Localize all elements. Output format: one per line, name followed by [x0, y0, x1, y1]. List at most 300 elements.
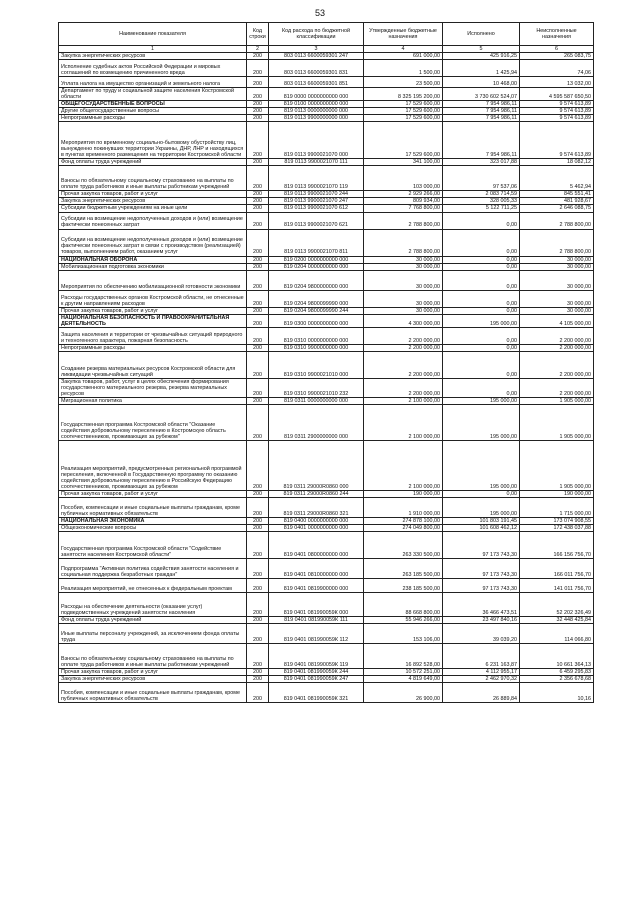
cell-name: Миграционная политика [59, 397, 247, 404]
table-row [59, 669, 594, 676]
cell-name: ОБЩЕГОСУДАРСТВЕННЫЕ ВОПРОСЫ [59, 101, 247, 108]
cell-budget-code: 819 0200 0000000000 000 [269, 256, 364, 263]
cell-approved: 8 325 195 200,00 [364, 88, 443, 101]
cell-budget-code: 819 0401 0819900000 000 [269, 579, 364, 593]
cell-budget-code: 819 0401 081990059К 111 [269, 617, 364, 624]
cell-line-code: 200 [247, 617, 269, 624]
table-row [59, 263, 594, 270]
cell-approved: 2 929 266,00 [364, 191, 443, 198]
cell-unexecuted: 10 661 364,13 [520, 644, 594, 669]
cell-line-code: 200 [247, 229, 269, 256]
cell-line-code: 200 [247, 351, 269, 378]
table-row [59, 378, 594, 397]
cell-budget-code: 819 0113 9900021070 119 [269, 166, 364, 191]
cell-budget-code: 819 0401 0810000000 000 [269, 559, 364, 579]
cell-name: Мероприятия по временному социально-бытовому обустройству лиц, вынужденно покинувших территории Украины, ДНР, ЛНР и находящихся в пунктах временного размещения на территории Костромской области [59, 122, 247, 159]
column-index: 2 [247, 46, 269, 53]
cell-budget-code: 803 0113 6600059301 247 [269, 53, 364, 60]
cell-executed: 0,00 [443, 307, 520, 314]
column-index: 5 [443, 46, 520, 53]
cell-executed: 0,00 [443, 263, 520, 270]
cell-executed: 0,00 [443, 290, 520, 307]
table-row [59, 644, 594, 669]
cell-executed: 1 425,94 [443, 60, 520, 77]
cell-line-code: 200 [247, 378, 269, 397]
column-index: 6 [520, 46, 594, 53]
cell-unexecuted: 5 462,94 [520, 166, 594, 191]
cell-line-code: 200 [247, 88, 269, 101]
cell-approved: 2 100 000,00 [364, 404, 443, 440]
cell-approved: 274 878 100,00 [364, 518, 443, 525]
table-row [59, 108, 594, 115]
cell-unexecuted: 2 356 678,68 [520, 676, 594, 683]
cell-budget-code: 819 0311 29000R0860 321 [269, 498, 364, 518]
table-row [59, 53, 594, 60]
cell-approved: 30 000,00 [364, 256, 443, 263]
cell-name: Подпрограмма "Активная политика содействия занятости населения и социальная поддержка безработных граждан" [59, 559, 247, 579]
cell-unexecuted: 2 200 000,00 [520, 344, 594, 351]
cell-line-code: 200 [247, 198, 269, 205]
cell-line-code: 200 [247, 440, 269, 490]
cell-line-code: 200 [247, 205, 269, 212]
header-line-code: Код строки [247, 23, 269, 46]
cell-executed: 7 954 986,11 [443, 122, 520, 159]
cell-line-code: 200 [247, 518, 269, 525]
cell-approved: 238 185 500,00 [364, 579, 443, 593]
cell-name: Исполнение судебных актов Российской Федерации и мировых соглашений по возмещению причиненного вреда [59, 60, 247, 77]
cell-executed: 101 608 462,12 [443, 525, 520, 532]
table-row [59, 115, 594, 122]
cell-name: Расходы на обеспечение деятельности (оказание услуг) подведомственных учреждений занятости населения [59, 593, 247, 617]
cell-unexecuted: 2 200 000,00 [520, 327, 594, 344]
cell-unexecuted: 2 200 000,00 [520, 378, 594, 397]
cell-approved: 7 768 800,00 [364, 205, 443, 212]
page-number: 53 [314, 8, 325, 18]
cell-executed: 97 173 743,30 [443, 532, 520, 559]
cell-approved: 55 946 266,00 [364, 617, 443, 624]
cell-budget-code: 819 0204 9800099990 000 [269, 290, 364, 307]
cell-unexecuted: 30 000,00 [520, 307, 594, 314]
cell-executed: 26 889,84 [443, 683, 520, 703]
cell-budget-code: 819 0113 9900021070 111 [269, 159, 364, 166]
column-index-row [59, 46, 594, 53]
cell-unexecuted: 9 574 613,89 [520, 122, 594, 159]
cell-budget-code: 819 0113 9900021070 247 [269, 198, 364, 205]
cell-approved: 17 529 600,00 [364, 115, 443, 122]
column-index: 1 [59, 46, 247, 53]
cell-name: Фонд оплаты труда учреждений [59, 617, 247, 624]
table-row [59, 314, 594, 327]
cell-line-code: 200 [247, 327, 269, 344]
cell-budget-code: 819 0113 9900021070 612 [269, 205, 364, 212]
cell-unexecuted: 10,16 [520, 683, 594, 703]
cell-unexecuted: 166 156 756,70 [520, 532, 594, 559]
table-row [59, 122, 594, 159]
cell-executed: 97 537,06 [443, 166, 520, 191]
cell-executed: 4 112 955,17 [443, 669, 520, 676]
cell-unexecuted: 30 000,00 [520, 270, 594, 290]
cell-line-code: 200 [247, 115, 269, 122]
header-executed: Исполнено [443, 23, 520, 46]
table-row [59, 525, 594, 532]
cell-approved: 30 000,00 [364, 270, 443, 290]
cell-approved: 2 100 000,00 [364, 397, 443, 404]
cell-unexecuted: 1 715 000,00 [520, 498, 594, 518]
cell-name: Мероприятия по обеспечению мобилизационной готовности экономики [59, 270, 247, 290]
cell-approved: 274 049 800,00 [364, 525, 443, 532]
cell-line-code: 200 [247, 307, 269, 314]
cell-line-code: 200 [247, 624, 269, 644]
cell-budget-code: 819 0113 9900021070 000 [269, 122, 364, 159]
cell-budget-code: 819 0113 9900000000 000 [269, 115, 364, 122]
cell-line-code: 200 [247, 344, 269, 351]
cell-executed: 36 466 473,51 [443, 593, 520, 617]
cell-name: Департамент по труду и социальной защите населения Костромской области [59, 88, 247, 101]
cell-unexecuted: 141 011 756,70 [520, 579, 594, 593]
cell-line-code: 200 [247, 101, 269, 108]
cell-executed: 7 954 986,11 [443, 108, 520, 115]
cell-name: Прочая закупка товаров, работ и услуг [59, 669, 247, 676]
cell-budget-code: 819 0113 9900021070 621 [269, 212, 364, 229]
table-row [59, 256, 594, 263]
cell-executed: 5 122 711,25 [443, 205, 520, 212]
cell-line-code: 200 [247, 593, 269, 617]
cell-unexecuted: 172 438 037,88 [520, 525, 594, 532]
cell-executed: 0,00 [443, 229, 520, 256]
cell-unexecuted: 190 000,00 [520, 490, 594, 497]
cell-executed: 97 173 743,30 [443, 579, 520, 593]
cell-approved: 153 106,00 [364, 624, 443, 644]
cell-unexecuted: 173 074 908,55 [520, 518, 594, 525]
cell-approved: 30 000,00 [364, 263, 443, 270]
table-row [59, 327, 594, 344]
cell-line-code: 200 [247, 256, 269, 263]
table-row [59, 683, 594, 703]
cell-budget-code: 819 0113 9900021070 811 [269, 229, 364, 256]
cell-line-code: 200 [247, 644, 269, 669]
cell-approved: 190 000,00 [364, 490, 443, 497]
cell-name: Субсидии бюджетным учреждениям на иные цели [59, 205, 247, 212]
cell-line-code: 200 [247, 270, 269, 290]
cell-executed: 0,00 [443, 327, 520, 344]
cell-unexecuted: 2 788 800,00 [520, 229, 594, 256]
cell-budget-code: 819 0401 081990059К 000 [269, 593, 364, 617]
cell-name: Субсидии на возмещение недополученных доходов и (или) возмещение фактически понесенных затрат в связи с производством (реализацией) товаров, выполнением работ, оказанием услуг [59, 229, 247, 256]
table-row [59, 579, 594, 593]
cell-line-code: 200 [247, 122, 269, 159]
cell-executed: 39 039,20 [443, 624, 520, 644]
cell-name: Общеэкономические вопросы [59, 525, 247, 532]
cell-line-code: 200 [247, 108, 269, 115]
cell-executed: 0,00 [443, 490, 520, 497]
cell-unexecuted: 114 066,80 [520, 624, 594, 644]
cell-executed: 7 954 986,11 [443, 115, 520, 122]
cell-unexecuted: 166 011 756,70 [520, 559, 594, 579]
cell-approved: 2 788 800,00 [364, 229, 443, 256]
cell-executed: 10 468,00 [443, 77, 520, 88]
cell-executed: 195 000,00 [443, 404, 520, 440]
cell-executed: 323 017,88 [443, 159, 520, 166]
cell-line-code: 200 [247, 290, 269, 307]
cell-budget-code: 819 0401 0800000000 000 [269, 532, 364, 559]
cell-unexecuted: 2 788 800,00 [520, 212, 594, 229]
cell-approved: 103 000,00 [364, 166, 443, 191]
cell-budget-code: 819 0311 29000R0860 244 [269, 490, 364, 497]
cell-budget-code: 819 0310 9900021010 232 [269, 378, 364, 397]
cell-executed: 195 000,00 [443, 314, 520, 327]
cell-name: Государственная программа Костромской области "Оказание содействия добровольному переселению в Костромскую область соотечественников, проживающих за рубежом" [59, 404, 247, 440]
cell-name: Прочая закупка товаров, работ и услуг [59, 490, 247, 497]
cell-approved: 1 500,00 [364, 60, 443, 77]
cell-unexecuted: 9 574 613,89 [520, 101, 594, 108]
header-budget-code: Код расхода по бюджетной классификации [269, 23, 364, 46]
cell-line-code: 200 [247, 166, 269, 191]
cell-approved: 341 100,00 [364, 159, 443, 166]
cell-executed: 328 005,33 [443, 198, 520, 205]
cell-approved: 10 572 251,00 [364, 669, 443, 676]
cell-line-code: 200 [247, 559, 269, 579]
cell-name: Фонд оплаты труда учреждений [59, 159, 247, 166]
cell-line-code: 200 [247, 683, 269, 703]
cell-budget-code: 819 0311 0000000000 000 [269, 397, 364, 404]
column-index: 4 [364, 46, 443, 53]
cell-line-code: 200 [247, 77, 269, 88]
cell-unexecuted: 13 032,00 [520, 77, 594, 88]
cell-approved: 1 910 000,00 [364, 498, 443, 518]
cell-line-code: 200 [247, 53, 269, 60]
table-body [59, 53, 594, 703]
table-row [59, 307, 594, 314]
table-row [59, 676, 594, 683]
cell-approved: 263 185 500,00 [364, 559, 443, 579]
cell-approved: 30 000,00 [364, 307, 443, 314]
cell-approved: 23 500,00 [364, 77, 443, 88]
cell-approved: 30 000,00 [364, 290, 443, 307]
cell-budget-code: 819 0113 0000000000 000 [269, 108, 364, 115]
cell-unexecuted: 52 202 326,49 [520, 593, 594, 617]
cell-executed: 0,00 [443, 351, 520, 378]
cell-name: Реализация мероприятий, предусмотренных региональной программой переселения, включенной в Государственную программу по оказанию содействия добровольному переселению в Российскую Федерацию соотечественников, проживающих за рубежом [59, 440, 247, 490]
cell-executed: 7 954 986,11 [443, 101, 520, 108]
cell-executed: 0,00 [443, 256, 520, 263]
cell-unexecuted: 9 574 613,89 [520, 108, 594, 115]
cell-budget-code: 819 0401 081990059К 112 [269, 624, 364, 644]
cell-approved: 16 892 528,00 [364, 644, 443, 669]
cell-line-code: 200 [247, 525, 269, 532]
table-row [59, 205, 594, 212]
header-unexecuted: Неисполненные назначения [520, 23, 594, 46]
cell-line-code: 200 [247, 532, 269, 559]
cell-approved: 691 000,00 [364, 53, 443, 60]
cell-budget-code: 819 0310 0000000000 000 [269, 327, 364, 344]
table-row [59, 397, 594, 404]
cell-unexecuted: 481 928,67 [520, 198, 594, 205]
table-row [59, 191, 594, 198]
table-row [59, 624, 594, 644]
cell-approved: 2 200 000,00 [364, 351, 443, 378]
cell-unexecuted: 6 459 295,83 [520, 669, 594, 676]
cell-executed: 425 916,25 [443, 53, 520, 60]
cell-name: Закупка товаров, работ, услуг в целях обеспечения формирования государственного материального резерва, резерва материальных ресурсов [59, 378, 247, 397]
cell-unexecuted: 74,06 [520, 60, 594, 77]
cell-budget-code: 819 0204 9800099990 244 [269, 307, 364, 314]
cell-executed: 0,00 [443, 344, 520, 351]
cell-unexecuted: 845 551,41 [520, 191, 594, 198]
cell-budget-code: 803 0113 6600059301 831 [269, 60, 364, 77]
cell-name: Закупка энергетических ресурсов [59, 53, 247, 60]
cell-budget-code: 819 0310 9900021010 000 [269, 351, 364, 378]
cell-line-code: 200 [247, 498, 269, 518]
table-row [59, 518, 594, 525]
table-row [59, 198, 594, 205]
cell-unexecuted: 2 200 000,00 [520, 351, 594, 378]
cell-budget-code: 819 0311 29000R0860 000 [269, 440, 364, 490]
cell-executed: 6 231 163,87 [443, 644, 520, 669]
cell-executed: 0,00 [443, 270, 520, 290]
cell-name: Закупка энергетических ресурсов [59, 676, 247, 683]
cell-unexecuted: 30 000,00 [520, 290, 594, 307]
table-row [59, 490, 594, 497]
table-row [59, 270, 594, 290]
cell-name: Реализация мероприятий, не отнесенных к федеральным проектам [59, 579, 247, 593]
table-row [59, 290, 594, 307]
cell-approved: 17 529 600,00 [364, 101, 443, 108]
cell-budget-code: 819 0113 9900021070 244 [269, 191, 364, 198]
cell-budget-code: 819 0000 0000000000 000 [269, 88, 364, 101]
cell-executed: 3 730 602 524,07 [443, 88, 520, 101]
cell-name: Другие общегосударственные вопросы [59, 108, 247, 115]
table-row [59, 229, 594, 256]
cell-line-code: 200 [247, 490, 269, 497]
cell-name: Пособия, компенсации и иные социальные выплаты гражданам, кроме публичных нормативных обязательств [59, 683, 247, 703]
cell-line-code: 200 [247, 263, 269, 270]
cell-line-code: 200 [247, 212, 269, 229]
cell-executed: 195 000,00 [443, 397, 520, 404]
cell-approved: 2 200 000,00 [364, 344, 443, 351]
cell-approved: 4 300 000,00 [364, 314, 443, 327]
cell-executed: 23 497 840,16 [443, 617, 520, 624]
cell-unexecuted: 1 905 000,00 [520, 397, 594, 404]
cell-budget-code: 819 0401 081990059К 321 [269, 683, 364, 703]
cell-name: Государственная программа Костромской области "Содействие занятости населения Костромской области" [59, 532, 247, 559]
cell-budget-code: 803 0113 6600059301 851 [269, 77, 364, 88]
table-row [59, 159, 594, 166]
cell-executed: 195 000,00 [443, 498, 520, 518]
table-row [59, 593, 594, 617]
table-row [59, 344, 594, 351]
cell-budget-code: 819 0100 0000000000 000 [269, 101, 364, 108]
header-name: Наименование показателя [59, 23, 247, 46]
cell-name: Иные выплаты персоналу учреждений, за исключением фонда оплаты труда [59, 624, 247, 644]
cell-line-code: 200 [247, 159, 269, 166]
cell-name: Уплата налога на имущество организаций и земельного налога [59, 77, 247, 88]
cell-name: Прочая закупка товаров, работ и услуг [59, 191, 247, 198]
cell-executed: 0,00 [443, 378, 520, 397]
cell-unexecuted: 4 105 000,00 [520, 314, 594, 327]
cell-name: Непрограммные расходы [59, 115, 247, 122]
cell-unexecuted: 1 905 000,00 [520, 404, 594, 440]
cell-unexecuted: 32 448 425,84 [520, 617, 594, 624]
cell-name: НАЦИОНАЛЬНАЯ ОБОРОНА [59, 256, 247, 263]
cell-executed: 97 173 743,30 [443, 559, 520, 579]
cell-approved: 88 668 800,00 [364, 593, 443, 617]
table-row [59, 404, 594, 440]
cell-budget-code: 819 0311 2900000000 000 [269, 404, 364, 440]
cell-line-code: 200 [247, 676, 269, 683]
cell-line-code: 200 [247, 579, 269, 593]
cell-budget-code: 819 0310 9900000000 000 [269, 344, 364, 351]
table-row [59, 532, 594, 559]
cell-name: Непрограммные расходы [59, 344, 247, 351]
cell-executed: 101 803 191,45 [443, 518, 520, 525]
column-index: 3 [269, 46, 364, 53]
cell-name: Закупка энергетических ресурсов [59, 198, 247, 205]
cell-line-code: 200 [247, 397, 269, 404]
cell-name: Защита населения и территории от чрезвычайных ситуаций природного и техногенного характера, пожарная безопасность [59, 327, 247, 344]
table-row [59, 351, 594, 378]
table-row [59, 101, 594, 108]
table-header-row [59, 23, 594, 46]
cell-name: Прочая закупка товаров, работ и услуг [59, 307, 247, 314]
cell-name: Взносы по обязательному социальному страхованию на выплаты по оплате труда работников и иные выплаты работникам учреждений [59, 644, 247, 669]
cell-unexecuted: 9 574 613,89 [520, 115, 594, 122]
cell-budget-code: 819 0401 081990059К 244 [269, 669, 364, 676]
table-row [59, 559, 594, 579]
cell-name: Субсидии на возмещение недополученных доходов и (или) возмещение фактически понесенных затрат [59, 212, 247, 229]
cell-unexecuted: 2 646 088,75 [520, 205, 594, 212]
cell-budget-code: 819 0401 0000000000 000 [269, 525, 364, 532]
cell-executed: 195 000,00 [443, 440, 520, 490]
table-row [59, 440, 594, 490]
cell-name: Взносы по обязательному социальному страхованию на выплаты по оплате труда работников и иные выплаты работникам учреждений [59, 166, 247, 191]
cell-unexecuted: 18 082,12 [520, 159, 594, 166]
cell-approved: 17 529 600,00 [364, 122, 443, 159]
cell-executed: 0,00 [443, 212, 520, 229]
cell-name: НАЦИОНАЛЬНАЯ БЕЗОПАСНОСТЬ И ПРАВООХРАНИТЕЛЬНАЯ ДЕЯТЕЛЬНОСТЬ [59, 314, 247, 327]
table-row [59, 77, 594, 88]
cell-budget-code: 819 0204 0000000000 000 [269, 263, 364, 270]
cell-unexecuted: 1 905 000,00 [520, 440, 594, 490]
cell-approved: 809 934,00 [364, 198, 443, 205]
cell-line-code: 200 [247, 314, 269, 327]
cell-approved: 2 200 000,00 [364, 327, 443, 344]
cell-line-code: 200 [247, 191, 269, 198]
table-row [59, 498, 594, 518]
cell-unexecuted: 4 595 587 650,50 [520, 88, 594, 101]
cell-executed: 2 083 714,59 [443, 191, 520, 198]
cell-approved: 2 200 000,00 [364, 378, 443, 397]
cell-approved: 2 788 800,00 [364, 212, 443, 229]
cell-unexecuted: 30 000,00 [520, 263, 594, 270]
cell-budget-code: 819 0401 081990059К 247 [269, 676, 364, 683]
cell-budget-code: 819 0400 0000000000 000 [269, 518, 364, 525]
cell-name: Расходы государственных органов Костромской области, не отнесенные к другим направлениям расходов [59, 290, 247, 307]
table-row [59, 166, 594, 191]
header-approved: Утвержденные бюджетные назначения [364, 23, 443, 46]
cell-line-code: 200 [247, 669, 269, 676]
budget-execution-table [58, 22, 594, 703]
cell-name: НАЦИОНАЛЬНАЯ ЭКОНОМИКА [59, 518, 247, 525]
cell-budget-code: 819 0401 081990059К 119 [269, 644, 364, 669]
cell-approved: 2 100 000,00 [364, 440, 443, 490]
cell-name: Создание резерва материальных ресурсов Костромской области для ликвидации чрезвычайных ситуаций [59, 351, 247, 378]
table-row [59, 617, 594, 624]
cell-budget-code: 819 0204 9800000000 000 [269, 270, 364, 290]
cell-line-code: 200 [247, 404, 269, 440]
cell-unexecuted: 30 000,00 [520, 256, 594, 263]
cell-name: Пособия, компенсации и иные социальные выплаты гражданам, кроме публичных нормативных обязательств [59, 498, 247, 518]
table-row [59, 212, 594, 229]
